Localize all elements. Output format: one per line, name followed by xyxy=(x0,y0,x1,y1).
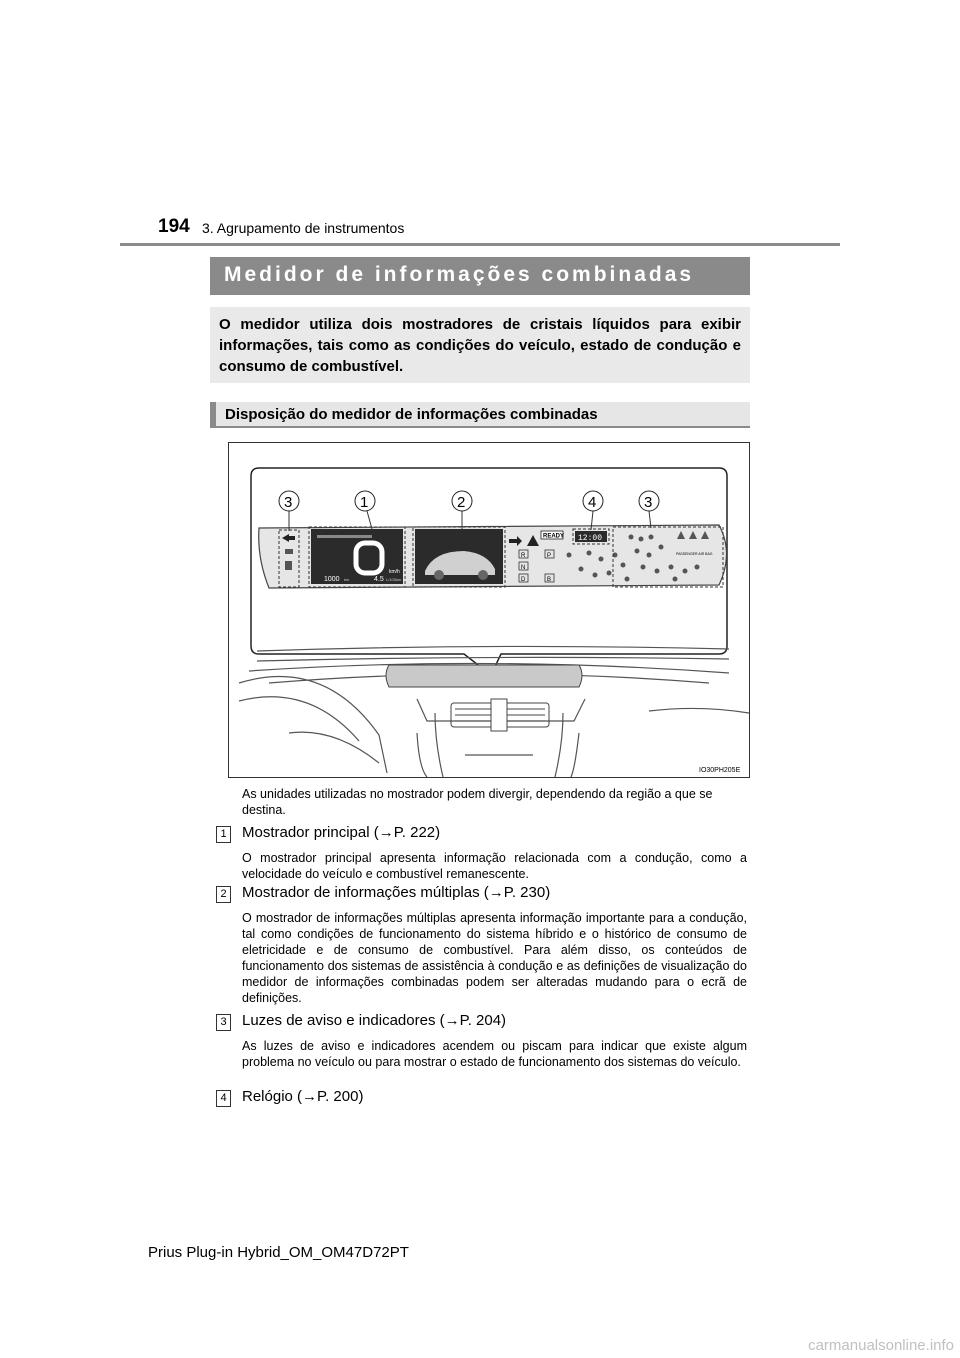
gear-p: P xyxy=(547,553,552,559)
item-title: Mostrador principal (→P. 222) xyxy=(242,824,441,841)
item-title: Relógio (→P. 200) xyxy=(242,1088,364,1105)
callout-1: 1 xyxy=(360,494,369,511)
item-description: As luzes de aviso e indicadores acendem ou piscam para indicar que existe algum problema no veículo ou para mostrar o estado de funcionamento dos sistemas do veículo. xyxy=(242,1039,747,1069)
light-indicator-icon xyxy=(285,549,293,554)
title-bar xyxy=(210,257,750,295)
meter-hood xyxy=(386,665,582,687)
section-bar xyxy=(210,402,750,428)
odometer-unit: km xyxy=(344,577,350,582)
range-unit: L/100km xyxy=(386,577,402,582)
section-title: Disposição do medidor de informações combinadas xyxy=(225,406,598,423)
callout-3-right: 3 xyxy=(644,494,653,511)
gear-d: D xyxy=(521,577,526,583)
ready-text: READY xyxy=(543,533,565,540)
fuel-indicator-icon xyxy=(285,561,292,570)
page-title: Medidor de informações combinadas xyxy=(224,263,695,286)
header-rule xyxy=(120,243,840,246)
gear-r: R xyxy=(521,553,526,559)
range-value: 4.5 xyxy=(374,576,384,583)
intro-text: O medidor utiliza dois mostradores de cristais líquidos para exibir informações, tais como as condições do veículo, estado de condução e consumo de combustível. xyxy=(219,316,741,375)
item-title: Luzes de aviso e indicadores (→P. 204) xyxy=(242,1012,507,1029)
item-number: 1 xyxy=(216,826,231,843)
dashboard-illustration xyxy=(229,443,749,777)
car-wheel-front xyxy=(434,570,444,580)
item-description: O mostrador de informações múltiplas apresenta informação importante para a condução, tal como condições de funcionamento do sistema híbrido e o histórico de consumo de eletricidade e de consumo de combustível. Para além disso, os conteúdos de funcionamento dos sistemas de assistência à condução e as definições de visualização do medidor de informações combinadas podem ser alteradas mudando para o ecrã de definições. xyxy=(242,911,747,1005)
note-text: As unidades utilizadas no mostrador podem divergir, dependendo da região a que se destina. xyxy=(242,787,713,817)
odometer-value: 1000 xyxy=(324,576,340,583)
footer-text: Prius Plug-in Hybrid_OM_OM47D72PT xyxy=(148,1244,409,1261)
speed-unit: km/h xyxy=(389,569,400,575)
page-number: 194 xyxy=(158,216,190,237)
gear-b: B xyxy=(547,577,552,583)
item-description: O mostrador principal apresenta informação relacionada com a condução, como a velocidade do veículo e combustível remanescente. xyxy=(242,851,747,881)
item-number: 4 xyxy=(216,1090,231,1107)
fuel-bar xyxy=(317,535,372,538)
intro-box xyxy=(210,307,750,383)
watermark-text: carmanualsonline.info xyxy=(808,1337,954,1354)
car-wheel-rear xyxy=(478,570,488,580)
passenger-airbag-text: PASSENGER AIR BAG xyxy=(676,552,713,556)
dashboard-figure xyxy=(228,442,750,778)
callout-2: 2 xyxy=(457,494,466,511)
item-number: 3 xyxy=(216,1014,231,1031)
gear-n: N xyxy=(521,565,526,571)
item-title: Mostrador de informações múltiplas (→P. 230) xyxy=(242,884,551,901)
clock-text: 12:00 xyxy=(578,534,603,543)
air-vent xyxy=(451,699,549,731)
figure-code: IO30PH205E xyxy=(699,767,741,774)
callout-4: 4 xyxy=(588,494,597,511)
chapter-title: 3. Agrupamento de instrumentos xyxy=(202,220,405,236)
item-number: 2 xyxy=(216,886,231,903)
callout-3-left: 3 xyxy=(284,494,293,511)
